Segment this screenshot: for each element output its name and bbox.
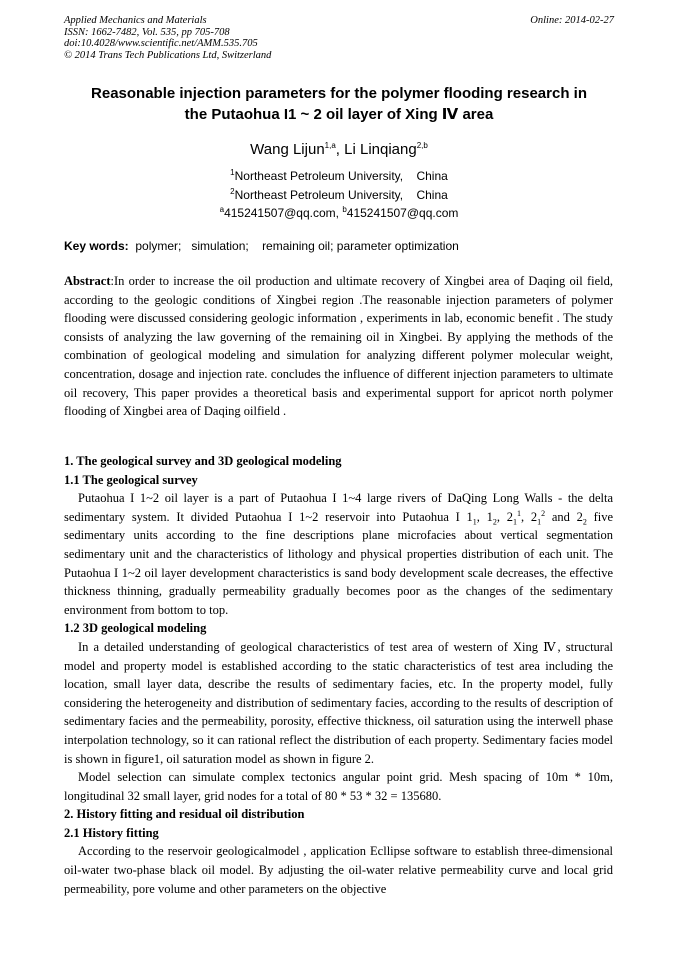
superscript: 1 bbox=[517, 508, 521, 518]
superscript: 2 bbox=[541, 508, 546, 518]
abstract-label: Abstract bbox=[64, 274, 111, 288]
paragraph-text: five sedimentary units according to the fine descriptions plane microfacies about vertical segmentation sedimentary unit and the characteristics of lithology and physical properties distribution of each unit. The Putaohua I 1~2 oil layer development characteristics is sand body development scale decreases, the effective thickness thinning, gradually permeability gradually becomes poor as the changes of the sedimentary environment from bottom to top. bbox=[64, 509, 614, 617]
affiliation-mark: 2 bbox=[230, 186, 235, 196]
author-affiliation-mark: 1,a bbox=[324, 141, 336, 150]
body-paragraph bbox=[64, 489, 613, 619]
affiliation-text: Northeast Petroleum University, China bbox=[234, 187, 448, 202]
abstract bbox=[64, 272, 613, 421]
affiliation-mark: 1 bbox=[230, 168, 235, 177]
main-text bbox=[64, 452, 613, 898]
subsection-heading: 1.1 The geological survey bbox=[64, 472, 198, 487]
keywords-label: Key words: bbox=[64, 239, 129, 253]
paragraph-text: Putaohua I 1~2 oil layer is a part of Putaohua I 1~4 large rivers of DaQing Long Walls - the delta sedimentary system. It divided Putaohua I 1~2 reservoir into Putaohua I 1 bbox=[64, 491, 613, 524]
author-affiliation-mark: 2,b bbox=[416, 141, 428, 150]
email-address: 415241507@qq.com, bbox=[224, 206, 343, 220]
section-heading: 2. History fitting and residual oil distribution bbox=[64, 807, 305, 822]
affiliation-1 bbox=[64, 167, 614, 186]
affiliation-text: Northeast Petroleum University, China bbox=[234, 169, 448, 183]
email-mark: a bbox=[219, 205, 225, 214]
subscript: 2 bbox=[582, 517, 587, 527]
abstract-paragraph bbox=[64, 272, 613, 421]
author-name: Wang Lijun bbox=[250, 141, 325, 158]
journal-header bbox=[64, 15, 271, 61]
body-paragraph: According to the reservoir geologicalmodel , application Ecllipse software to establish three-dimensional oil-water two-phase black oil model. By adjusting the oil-water relative permeability curve and local grid permeability, pore volume and other parameters on the objective bbox=[64, 844, 613, 896]
subsection-heading: 2.1 History fitting bbox=[64, 825, 159, 840]
email-mark: b bbox=[342, 205, 347, 214]
abstract-text: :In order to increase the oil production and ultimate recovery of Xingbei area of Daqing oil field, according to the geologic conditions of Xingbei region .The reasonable injection parameters of polymer flooding were discussed considering geologic information , experiments in lab, economic benefit . The study consists of analyzing the law governing of the remaining oil in Xingbei. By applying the methods of the combination of geological modeling and simulation for analyzing different polymer molecular weight, concentration, dosage and injection rate. concludes the influence of different injection parameters to ultimate oil recovery, This paper provides a theoretical basis and experimental support for apricot north polymer flooding of Xingbei area of Daqing oilfield . bbox=[64, 274, 613, 419]
doi-line: doi:10.4028/www.scientific.net/AMM.535.705 bbox=[64, 38, 258, 49]
issn-line: ISSN: 1662-7482, Vol. 535, pp 705-708 bbox=[64, 26, 230, 38]
section-heading: 1. The geological survey and 3D geological modeling bbox=[64, 454, 342, 468]
author-name: Li Linqiang bbox=[344, 141, 417, 158]
journal-name: Applied Mechanics and Materials bbox=[64, 15, 207, 26]
affiliations bbox=[64, 167, 614, 223]
copyright-line: © 2014 Trans Tech Publications Ltd, Switzerland bbox=[64, 49, 272, 61]
affiliation-2 bbox=[64, 186, 614, 205]
title-line-1: Reasonable injection parameters for the polymer flooding research in bbox=[91, 85, 587, 102]
email-line bbox=[64, 204, 614, 223]
body-paragraph: Model selection can simulate complex tectonics angular point grid. Mesh spacing of 10m * 10m, longitudinal 32 small layer, grid nodes for a total of 80 * 53 * 32 = 135680. bbox=[64, 770, 613, 803]
subsection-heading: 1.2 3D geological modeling bbox=[64, 621, 207, 636]
subscript: 1 bbox=[537, 517, 542, 527]
keywords-text: polymer; simulation; remaining oil; parameter optimization bbox=[128, 239, 459, 253]
subscript: 2 bbox=[492, 517, 497, 527]
paragraph-text: , 2 bbox=[521, 509, 538, 524]
subscript: 1 bbox=[513, 517, 517, 527]
body-paragraph: In a detailed understanding of geological characteristics of test area of western of Xing Ⅳ, structural model and property model is established according to the static characteristics of test area including the location, small layer data, describe the results of sedimentary facies, etc. In the property model, fully considering the heterogeneity and distribution of sedimentary facies, according to the results of description of sedimentary facies and the permeability, porosity, effective thickness, oil saturation using the interwell phase interpolation technology, so it can rational reflect the distribution of each property. Sedimentary facies model is shown in figure1, oil saturation model as shown in figure 2. bbox=[64, 639, 613, 766]
paragraph-text: , 2 bbox=[496, 509, 513, 524]
title-line-2: the Putaohua I1 ~ 2 oil layer of Xing Ⅳ area bbox=[184, 106, 494, 123]
keywords bbox=[64, 239, 459, 254]
author-list: Wang Lijun$^{1,a}$, Li Linqiang$^{2,b}$ bbox=[250, 141, 428, 158]
paper-title bbox=[64, 83, 614, 125]
paragraph-text: and 2 bbox=[545, 509, 583, 524]
subscript: 1 bbox=[472, 517, 477, 527]
online-date: Online: 2014-02-27 bbox=[530, 15, 614, 26]
paragraph-text: , 1 bbox=[476, 509, 493, 524]
email-address: 415241507@qq.com bbox=[346, 206, 459, 220]
